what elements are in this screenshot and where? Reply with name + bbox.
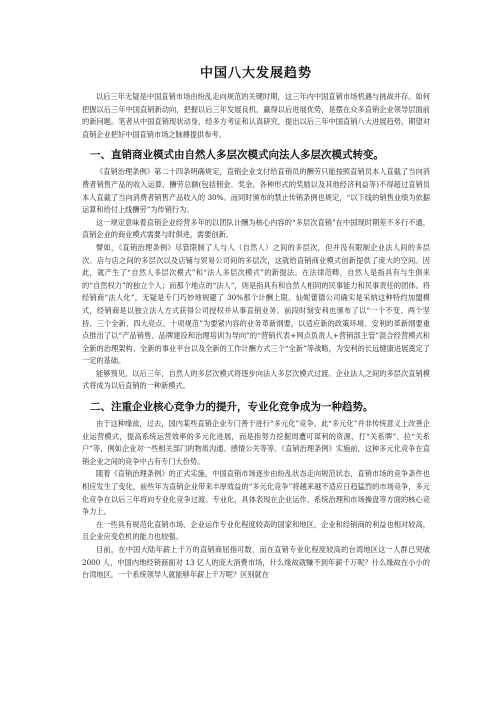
intro-paragraph: 以后三年无疑是中国直销市场由纷乱走向规范的关键时期，这三年内中国直销市场机遇与挑战并存。如何把握以后三年中国直销新动向，把握以后三年发展良机，赢得以后进展优势，是摆在众多直销企业领导层面前的新问题。笔者从中国直销现状动身，经多方考证和认真研究，提出以后三年中国直销八大进展趋势，期望对直销企业把好中国直销市场之脉搏提供参考。 bbox=[82, 92, 430, 139]
section1-paragraph-2: 这一规定意味着直销企业经营多年的以团队计酬为核心内容的“多层次直销”在中国现时期差不多行不通，直销企业的商业模式需要与时俱进，需要创新。 bbox=[82, 217, 430, 240]
section2-paragraph-3: 在一些具有规范化直销市场、企业运作专业化程度较高的国家和地区，企业和经销商的利益也相对较高，且企业应变危机的能力也较强。 bbox=[82, 519, 430, 542]
section2-heading: 二、注重企业核心竞争力的提升，专业化竞争成为一种趋势。 bbox=[90, 401, 374, 414]
section1-paragraph-1: 《直销治理条例》第二十四条明确规定，直销企业支付给直销员的酬劳只能按照直销员本人直截了当向消费者销售产品的收入运算，酬劳总额(包括佣金、奖金、各种形式的奖励以及其他经济利益等)不得超过直销员本人直截了当向消费者销售产品收入的 30%。而同时颁布的禁止传销条例也规定，“以下线的销售业绩为依据运算和给付上线酬劳”为传销行为。 bbox=[82, 167, 430, 215]
section2-paragraph-4: 目前，在中国大陆年薪上千万的直销商屈指可数，而在直销专业化程度较高的台湾地区这一人群已突破 2000 人，中国内地经销商面对 13 亿人的庞大消费市场，什么缘故就赚不到年薪千万呢？什么缘故在小小的台湾地区，一个系统领导人就能够年薪上千万呢？区别就在 bbox=[82, 545, 430, 580]
section1-paragraph-3: 譬如，《直销治理条例》尽管限制了人与人（自然人）之间的多层次，但并没有限制企业法人间的多层次、店与店之间的多层次以及店铺与贸易公司间的多层次，这就给直销商业模式创新提供了庞大的空间。因此，就产生了“自然人多层次模式”和“法人多层次模式”的新提法。在法律范畴，自然人是指具有与生俱来的“自然权力”的独立个人；而那个地点的“法人”，则是指具有和自然人相同的民事能力和民事责任的团体。将经销商“法人化”，无疑是专门巧妙地规避了 30%那个计酬上限。仙妮蕾德公司确实是采纳这种特约加盟模式，经销商是以独立法人方式获得公司授权并从事直销业务。前段时刻安利也颁布了以“一个不变、两个坚持、三个全新、四大亮点、十项规范”为要紧内容的业务革新纲要，以适应新的政策环境。安利的革新纲要重点推出了以“产品销售、品牌建设和治理培训为导向”的“营销代表+网点负责人+营销部主管”混合经营模式和全新的治理架构、全新的事业平台以及全新的工作计酬方式三个“全新”等战略，为安利的长远健康进展奠定了一定的基础。 bbox=[82, 242, 430, 366]
section1-heading: 一、直销商业模式由自然人多层次模式向法人多层次模式转变。 bbox=[90, 149, 384, 162]
document-title: 中国八大发展趋势 bbox=[199, 66, 312, 81]
section1-paragraph-4: 能够预见，以后三年，自然人的多层次模式将逐步向法人多层次模式过渡。企业法人之间的多层次直销模式将成为以后直销的一种新模式。 bbox=[82, 368, 430, 391]
section2-paragraph-2: 随着《直销治理条例》的正式实施，中国直销市场逐步由纷乱状态走向规范状态，直销市场的竞争条件也相应发生了变化，前些年为直销企业带来丰厚效益的“多元化竞争”将越来越不适应日趋猛烈的市场竞争，多元化竞争在以后三年将向专业化竞争过渡。专业化，具体表现在企业运作、系统治理和市场操盘等方面的核心竞争力上。 bbox=[82, 469, 430, 517]
section2-paragraph-1: 由于这种缘故，过去，国内某些直销企业专门善于进行“多元化”竞争。此“多元化”并非传统意义上改善企业运营模式，提高系统运营效率的多元化进展，而是指努力挖掘周遭可谋利的资源，打“关系牌”、拉“关系户”等，例如企业对一些相关部门的物质沟通、感情公关等等。《直销治理条例》实施前，这种多元化竞争在直销企业之间的竞争中占有专门大份势。 bbox=[82, 419, 430, 466]
